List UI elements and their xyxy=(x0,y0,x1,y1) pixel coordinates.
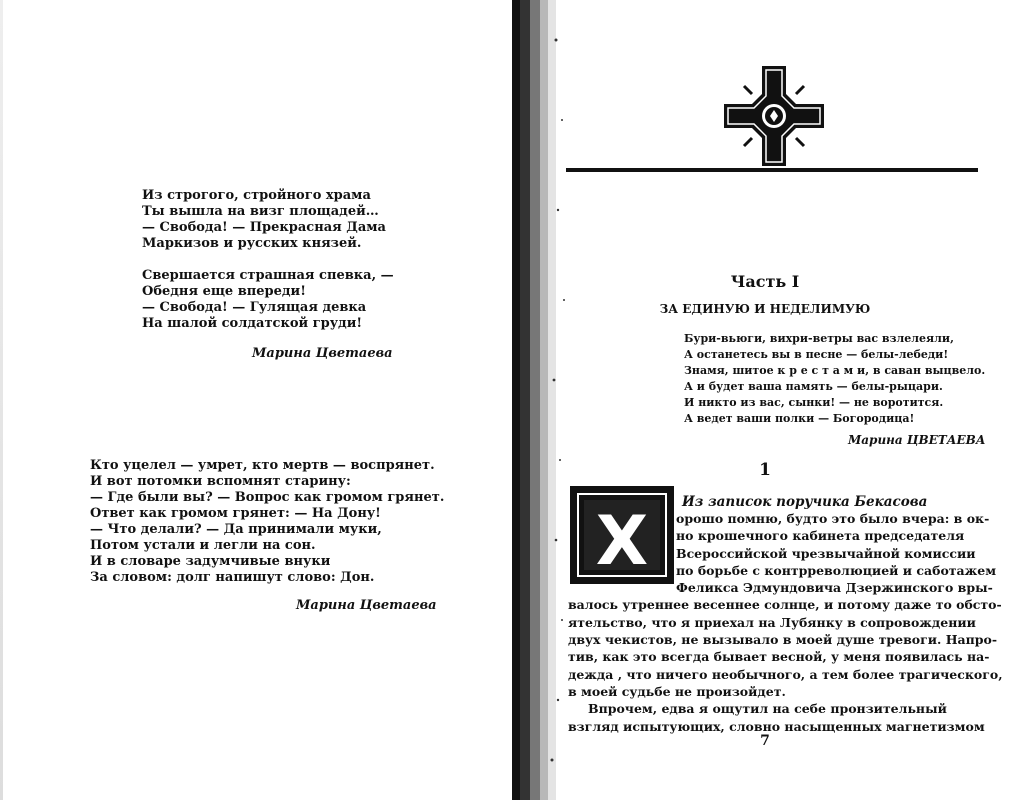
body-line: Всероссийской чрезвычайной комиссии xyxy=(676,545,976,561)
epigraph-author: Марина ЦВЕТАЕВА xyxy=(848,433,986,447)
poem-line: Потом устали и легли на сон. xyxy=(90,538,316,553)
body-line: но крошечного кабинета председателя xyxy=(676,528,965,544)
poem-line: — Где были вы? — Вопрос как громом грянет. xyxy=(90,490,445,505)
notes-title: Из записок поручика Бекасова xyxy=(682,494,928,510)
part-subtitle: ЗА ЕДИНУЮ И НЕДЕЛИМУЮ xyxy=(659,302,871,316)
epigraph-line: А и будет ваша память — белы-рыцари. xyxy=(684,380,943,393)
body-line: орошо помню, будто это было вчера: в ок- xyxy=(676,511,990,526)
body-line: дежда , что ничего необычного, а тем более трагического, xyxy=(568,666,1003,682)
scan-spine-shadow xyxy=(512,0,572,800)
epigraph-line: Бури-вьюги, вихри-ветры вас взлелеяли, xyxy=(684,332,954,345)
iron-cross-emblem-icon xyxy=(722,64,826,168)
poem-line: Маркизов и русских князей. xyxy=(142,236,362,251)
body-line: по борьбе с контрреволюцией и саботажем xyxy=(676,562,997,578)
epigraph-line: И никто из вас, сынки! — не воротится. xyxy=(684,396,944,409)
poem-line: Ответ как громом грянет: — На Дону! xyxy=(90,506,381,521)
body-line: Феликса Эдмундовича Дзержинского вры- xyxy=(676,580,993,596)
page-edge xyxy=(0,0,3,800)
poem-1-author: Марина Цветаева xyxy=(252,346,393,361)
chapter-number: 1 xyxy=(759,460,771,480)
part-title: Часть I xyxy=(730,272,800,291)
body-line: ятельство, что я приехал на Лубянку в сопровождении xyxy=(568,614,976,630)
epigraph-line: Знамя, шитое к р е с т а м и, в саван выцвело. xyxy=(684,364,986,377)
body-text xyxy=(568,510,1003,735)
body-line: в моей судьбе не произойдет. xyxy=(568,683,786,699)
body-line: тив, как это всегда бывает весной, у меня появилась на- xyxy=(568,649,990,665)
poem-2 xyxy=(90,458,444,586)
poem-line: На шалой солдатской груди! xyxy=(142,316,363,331)
poem-line: — Свобода! — Гулящая девка xyxy=(142,300,367,315)
drop-cap-letter: Х xyxy=(595,502,649,581)
right-page xyxy=(512,0,1018,800)
poem-line: — Что делали? — Да принимали муки, xyxy=(90,522,382,537)
poem-line: Кто уцелел — умрет, кто мертв — воспрянет. xyxy=(90,458,435,473)
poem-line: Свершается страшная спевка, — xyxy=(142,268,394,283)
poem-line: Обедня еще впереди! xyxy=(142,284,306,299)
body-line: двух чекистов, не вызывало в моей душе тревоги. Напро- xyxy=(568,632,998,648)
epigraph-line: А ведет ваши полки — Богородица! xyxy=(684,412,915,425)
epigraph xyxy=(684,331,985,427)
body-line: Впрочем, едва я ощутил на себе пронзительный xyxy=(588,701,947,717)
page-number: 7 xyxy=(760,733,770,749)
poem-line: — Свобода! — Прекрасная Дама xyxy=(142,220,386,235)
poem-line: И вот потомки вспомнят старину: xyxy=(90,474,351,489)
poem-1 xyxy=(142,188,394,332)
header-rule xyxy=(566,168,978,172)
body-line: взгляд испытующих, словно насыщенных магнетизмом xyxy=(568,718,985,734)
body-line: валось утреннее весеннее солнце, и потому даже то обсто- xyxy=(568,597,1002,613)
poem-line: За словом: долг напишут слово: Дон. xyxy=(90,570,375,585)
poem-line: Ты вышла на визг площадей… xyxy=(142,204,379,219)
poem-line: И в словаре задумчивые внуки xyxy=(90,554,331,569)
poem-line: Из строгого, стройного храма xyxy=(142,188,371,203)
epigraph-line: А останетесь вы в песне — белы-лебеди! xyxy=(684,348,949,361)
poem-2-author: Марина Цветаева xyxy=(296,598,437,613)
stanza-gap xyxy=(142,252,394,268)
